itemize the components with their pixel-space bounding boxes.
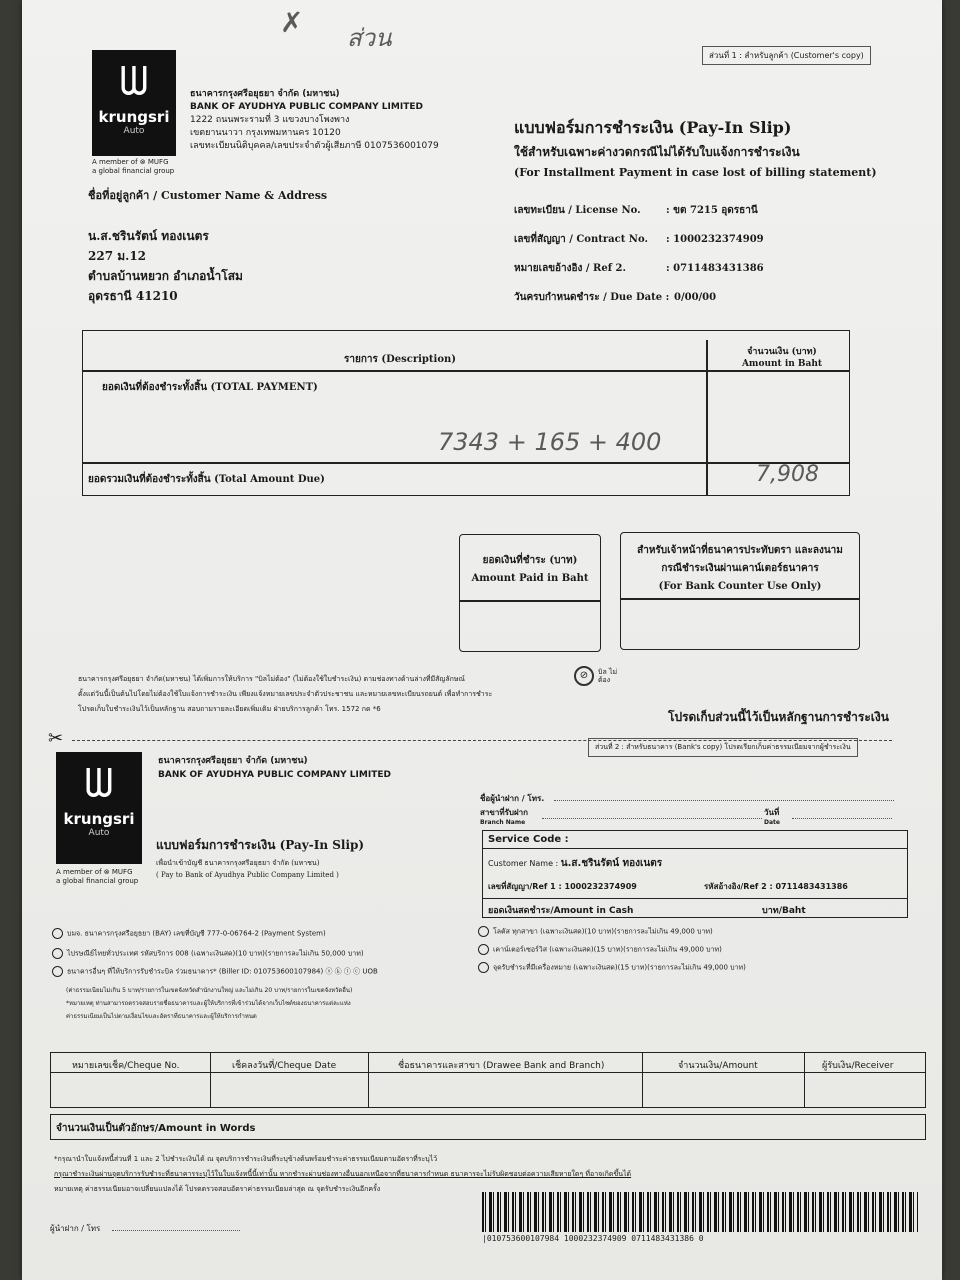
cheque-no-header: หมายเลขเช็ค/Cheque No. [72, 1061, 180, 1071]
drawee-bank-header: ชื่อธนาคารและสาขา (Drawee Bank and Branch) [398, 1061, 605, 1071]
handwritten-note: ส่วน [347, 24, 392, 52]
desc-header: รายการ (Description) [344, 354, 457, 365]
sign-line [112, 1230, 240, 1231]
footer-notes: *กรุณานำใบแจ้งหนี้ส่วนที่ 1 และ 2 ไปชำระเงินได้ ณ จุดบริการชำระเงินที่ระบุข้างต้นพร้อมชำระค่าธรรมเนียมตามอัตราที่ระบุไว้ กรุณาชำระเงินผ่านจุดบริการรับชำระที่ธนาคารระบุไว้ในใบแจ้งหนี้นี้เท่านั้น หากชำระผ่านช่องทางอื่นนอกเหนือจากที่ธนาคารกำหนด ธนาคารจะไม่รับผิดชอบต่อความเสียหายใดๆ ที่อาจเกิดขึ้นได้ หมายเหตุ ค่าธรรมเนียมอาจเปลี่ยนแปลงได้ โปรดตรวจสอบอัตราค่าธรรมเนียมล่าสุด ณ จุดรับชำระเงินอีกครั้ง [54, 1155, 632, 1193]
receiver-header: ผู้รับเงิน/Receiver [822, 1061, 894, 1071]
mufg-member-2: A member of ⊗ MUFG a global financial group [56, 868, 139, 885]
table-total-rule [82, 462, 850, 464]
contract-fields: เลขทะเบียน / License No. : ขต 7215 อุดรธานี เลขที่สัญญา / Contract No. : 1000232374909 หมายเลขอ้างอิง / Ref 2. : 0711483431386 วันครบกำหนดชำระ / Due Date : 0/00/00 [514, 205, 764, 303]
handwritten-mark: ✗ [280, 6, 304, 39]
total-amount-due-row: ยอดรวมเงินที่ต้องชำระทั้งสิ้น (Total Amount Due) [88, 474, 325, 485]
part2-tag: ส่วนที่ 2 : สำหรับธนาคาร (Bank's copy) โปรดเรียกเก็บค่าธรรมเนียมจากผู้ชำระเงิน [588, 738, 858, 757]
no-bill-icon: ⊘ [574, 666, 594, 686]
krungsri-emblem-icon: ᗯ [119, 59, 149, 105]
krungsri-logo-2 [56, 752, 142, 864]
bank-header-2: ธนาคารกรุงศรีอยุธยา จำกัด (มหาชน) BANK OF AYUDHYA PUBLIC COMPANY LIMITED [158, 756, 391, 780]
option-bay[interactable]: บมจ. ธนาคารกรุงศรีอยุธยา (BAY) เลขที่บัญชี 777-0-06764-2 (Payment System) [52, 928, 326, 940]
ref2-row: รหัสอ้างอิง/Ref 2 : 0711483431386 [704, 882, 848, 891]
table-header-rule [82, 370, 850, 372]
branch-label: สาขาที่รับฝาก Branch Name [480, 808, 529, 826]
cheque-col-1 [210, 1052, 211, 1108]
option-post[interactable]: ไปรษณีย์ไทยทั่วประเทศ รหัสบริการ 008 (เฉพาะเงินสด)(10 บาท)(รายการละไม่เกิน 50,000 บาท) [52, 948, 364, 960]
other-banks-radio[interactable] [52, 966, 63, 977]
table-divider [706, 340, 708, 496]
part1-title-block: แบบฟอร์มการชำระเงิน (Pay-In Slip) ใช้สำหรับเฉพาะค่างวดกรณีไม่ได้รับใบแจ้งการชำระเงิน (For Installment Payment in case lost of billing statement) [514, 118, 877, 179]
service-code-label: Service Code : [488, 834, 569, 845]
date-label: วันที่ Date [764, 808, 780, 826]
option-other-banks[interactable]: ธนาคารอื่นๆ ที่ให้บริการรับชำระบิล ร่วมธนาคาร* (Biller ID: 010753600107984) ⓢ ⓚ ⓣ ⓒ UOB [52, 966, 378, 978]
logo-brand: krungsri [98, 108, 170, 126]
bank-counter-label: สำหรับเจ้าหน้าที่ธนาคารประทับตรา และลงนาม กรณีชำระเงินผ่านเคาน์เตอร์ธนาคาร (For Bank Counter Use Only) [637, 545, 843, 592]
part2-title-block: แบบฟอร์มการชำระเงิน (Pay-In Slip) เพื่อนำเข้าบัญชี ธนาคารกรุงศรีอยุธยา จำกัด (มหาชน) ( Pay to Bank of Ayudhya Public Company Limited ) [156, 838, 365, 879]
no-bill-label: บิล ไม่ต้อง [598, 668, 618, 684]
mufg-member: A member of ⊗ MUFG a global financial group [92, 158, 175, 175]
scissors-icon: ✂ [48, 728, 64, 749]
depositor-label: ชื่อผู้นำฝาก / โทร. [480, 794, 545, 803]
sign-label: ผู้นำฝาก / โทร [50, 1224, 101, 1233]
branch-line [542, 818, 762, 819]
counter-service-radio[interactable] [478, 944, 489, 955]
date-line [792, 818, 892, 819]
logo-sub-2: Auto [88, 828, 110, 838]
cheque-header-rule [50, 1072, 926, 1073]
depositor-line [554, 800, 894, 801]
customer-name-row: Customer Name : น.ส.ชรินรัตน์ ทองเนตร [488, 858, 663, 869]
logo-brand-2: krungsri [63, 810, 135, 828]
handwritten-calculation: 7343 + 165 + 400 [438, 428, 662, 456]
krungsri-emblem-icon-2: ᗯ [84, 761, 114, 807]
bank-header: ธนาคารกรุงศรีอยุธยา จำกัด (มหาชน) BANK OF AYUDHYA PUBLIC COMPANY LIMITED 1222 ถนนพระรามที่ 3 แขวงบางโพงพาง เขตยานนาวา กรุงเทพมหานคร 10120 เลขทะเบียนนิติบุคคล/เลขประจำตัวผู้เสียภาษี 0107536001079 [190, 89, 439, 151]
customer-label: ชื่อที่อยู่ลูกค้า / Customer Name & Address [88, 189, 328, 202]
cheque-col-2 [368, 1052, 369, 1108]
krungsri-logo [92, 50, 176, 156]
baht-label: บาท/Baht [762, 906, 806, 916]
option-payment-point[interactable]: จุดรับชำระที่มีเครื่องหมาย (เฉพาะเงินสด)(15 บาท)(รายการละไม่เกิน 49,000 บาท) [478, 962, 746, 974]
ref1-row: เลขที่สัญญา/Ref 1 : 1000232374909 [488, 882, 637, 891]
barcode-text: |010753600107984 1000232374909 0711483431386 0 [482, 1234, 704, 1243]
option-counter-service[interactable]: เคาน์เตอร์เซอร์วิส (เฉพาะเงินสด)(15 บาท)(รายการละไม่เกิน 49,000 บาท) [478, 944, 722, 956]
customer-address: น.ส.ชรินรัตน์ ทองเนตร 227 ม.12 ตำบลบ้านหยวก อำเภอน้ำโสม อุดรธานี 41210 [88, 229, 243, 303]
handwritten-total: 7,908 [756, 462, 819, 487]
payment-barcode [482, 1192, 918, 1232]
keep-receipt-note: โปรดเก็บส่วนนี้ไว้เป็นหลักฐานการชำระเงิน [668, 710, 889, 724]
lotus-radio[interactable] [478, 926, 489, 937]
post-radio[interactable] [52, 948, 63, 959]
payin-slip-page [22, 0, 942, 1280]
option-lotus[interactable]: โลตัส ทุกสาขา (เฉพาะเงินสด)(10 บาท)(รายการละไม่เกิน 49,000 บาท) [478, 926, 713, 938]
counter-box-rule [620, 598, 860, 600]
total-payment-row: ยอดเงินที่ต้องชำระทั้งสิ้น (TOTAL PAYMENT) [102, 382, 318, 393]
bay-radio[interactable] [52, 928, 63, 939]
service-notes: ธนาคารกรุงศรีอยุธยา จำกัด(มหาชน) ได้เพิ่มการให้บริการ "บิลไม่ต้อง" (ไม่ต้องใช้ใบชำระเงิน) ตามช่องทางด้านล่างที่มีสัญลักษณ์ ตั้งแต่วันนี้เป็นต้นไปโดยไม่ต้องใช้ใบแจ้งการชำระเงิน เพียงแจ้งหมายเลขประจำตัวประชาชน และหมายเลขทะเบียนรถยนต์ เพื่อทำการชำระ โปรดเก็บใบชำระเงินไว้เป็นหลักฐาน สอบถามรายละเอียดเพิ่มเติม ฝ่ายบริการลูกค้า โทร. 1572 กด *6 [78, 675, 493, 713]
amount-header: จำนวนเงิน (บาท) Amount in Baht [741, 347, 823, 369]
paid-box-rule [459, 600, 601, 602]
amount-paid-label: ยอดเงินที่ชำระ (บาท) Amount Paid in Baht [471, 555, 589, 584]
cheque-date-header: เช็คลงวันที่/Cheque Date [232, 1061, 337, 1071]
amount-words-label: จำนวนเงินเป็นตัวอักษร/Amount in Words [56, 1123, 256, 1134]
option-notes: (ค่าธรรมเนียมไม่เกิน 5 บาท/รายการในเขตจังหวัดสำนักงานใหญ่ และไม่เกิน 20 บาท/รายการในเขตจังหวัดอื่น) *หมายเหตุ ท่านสามารถตรวจสอบรายชื่อธนาคารและผู้ให้บริการที่เข้าร่วมได้จากเว็บไซต์ของธนาคารแต่ละแห่ง ค่าธรรมเนียมเป็นไปตามเงื่อนไขและอัตราที่ธนาคารและผู้ให้บริการกำหนด [66, 987, 353, 1020]
part1-tag: ส่วนที่ 1 : สำหรับลูกค้า (Customer's copy) [702, 46, 871, 65]
cheque-amount-header: จำนวนเงิน/Amount [678, 1061, 758, 1071]
cheque-col-3 [642, 1052, 643, 1108]
service-code-rule [482, 848, 908, 849]
cash-label: ยอดเงินสดชำระ/Amount in Cash [488, 906, 634, 916]
cheque-col-4 [804, 1052, 805, 1108]
cash-rule [482, 898, 908, 899]
logo-sub: Auto [123, 126, 145, 136]
payment-point-radio[interactable] [478, 962, 489, 973]
